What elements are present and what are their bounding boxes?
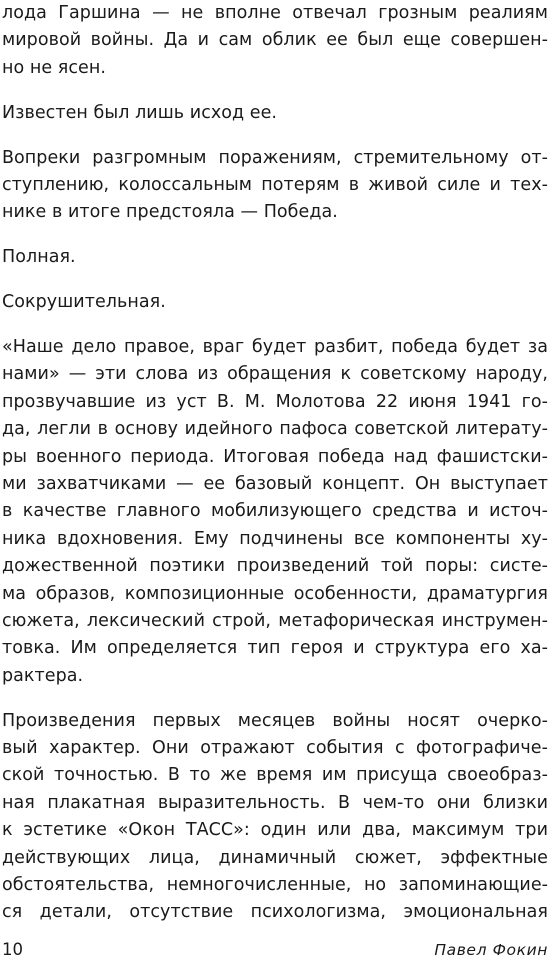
text-line: нике в итоге предстояла — Победа. [2, 202, 338, 223]
paragraph [2, 0, 548, 82]
text-line: дожественной поэтики произведений той поры: систе- [2, 556, 548, 577]
text-line: в качестве главного мобилизующего средства и источ- [2, 501, 548, 522]
page-body [2, 0, 548, 927]
text-line: да, легли в основу идейного пафоса советской литерату- [2, 419, 548, 440]
text-line: лода Гаршина — не вполне отвечал грозным реалиям [2, 3, 548, 23]
text-line: ная плакатная выразительность. В чем-то они близки [2, 792, 548, 813]
text-line: прозвучавшие из уст В. М. Молотова 22 июня 1941 го- [2, 391, 548, 412]
text-line: рактера. [2, 665, 84, 686]
text-line: но не ясен. [2, 57, 106, 78]
text-line: сюжета, лексический строй, метафорическая инструмен- [2, 610, 548, 631]
text-line: ской точностью. В то же время им присуща своеобраз- [2, 765, 548, 786]
text-line: к эстетике «Окон ТАСС»: один или два, максимум три [2, 820, 548, 841]
paragraph [2, 708, 548, 927]
text-line: Известен был лишь исход ее. [2, 102, 278, 123]
text-line: Вопреки разгромным поражениям, стремительному от- [2, 147, 548, 168]
text-line: мировой войны. Да и сам облик ее был еще совершен- [2, 30, 548, 51]
text-line: ника вдохновения. Ему подчинены все компоненты ху- [2, 528, 548, 549]
text-line: вый характер. Они отражают события с фотографиче- [2, 737, 548, 758]
text-line: действующих лица, динамичный сюжет, эффектные [2, 847, 548, 868]
paragraph [2, 334, 548, 690]
text-line: Сокрушительная. [2, 292, 166, 313]
paragraph [2, 145, 548, 227]
page-footer [2, 938, 548, 962]
text-line: нами» — эти слова из обращения к советскому народу, [2, 364, 548, 385]
text-line: обстоятельства, немногочисленные, но запоминающие- [2, 874, 548, 895]
paragraph [2, 289, 548, 316]
text-line: ми захватчиками — ее базовый концепт. Он выступает [2, 473, 548, 494]
text-line: ры военного периода. Итоговая победа над фашистски- [2, 446, 548, 467]
text-line: ма образов, композиционные особенности, драматургия [2, 583, 548, 604]
text-line: Полная. [2, 247, 76, 268]
text-line: ступлению, колоссальным потерям в живой силе и тех- [2, 174, 548, 195]
running-author: Павел Фокин [434, 941, 548, 959]
text-line: Произведения первых месяцев войны носят очерко- [2, 710, 548, 731]
paragraph [2, 100, 548, 127]
text-line: ся детали, отсутствие психологизма, эмоциональная [2, 902, 548, 923]
page-number: 10 [2, 940, 23, 959]
text-line: товка. Им определяется тип героя и структура его ха- [2, 638, 548, 659]
paragraph [2, 244, 548, 271]
text-line: «Наше дело правое, враг будет разбит, победа будет за [2, 337, 548, 358]
